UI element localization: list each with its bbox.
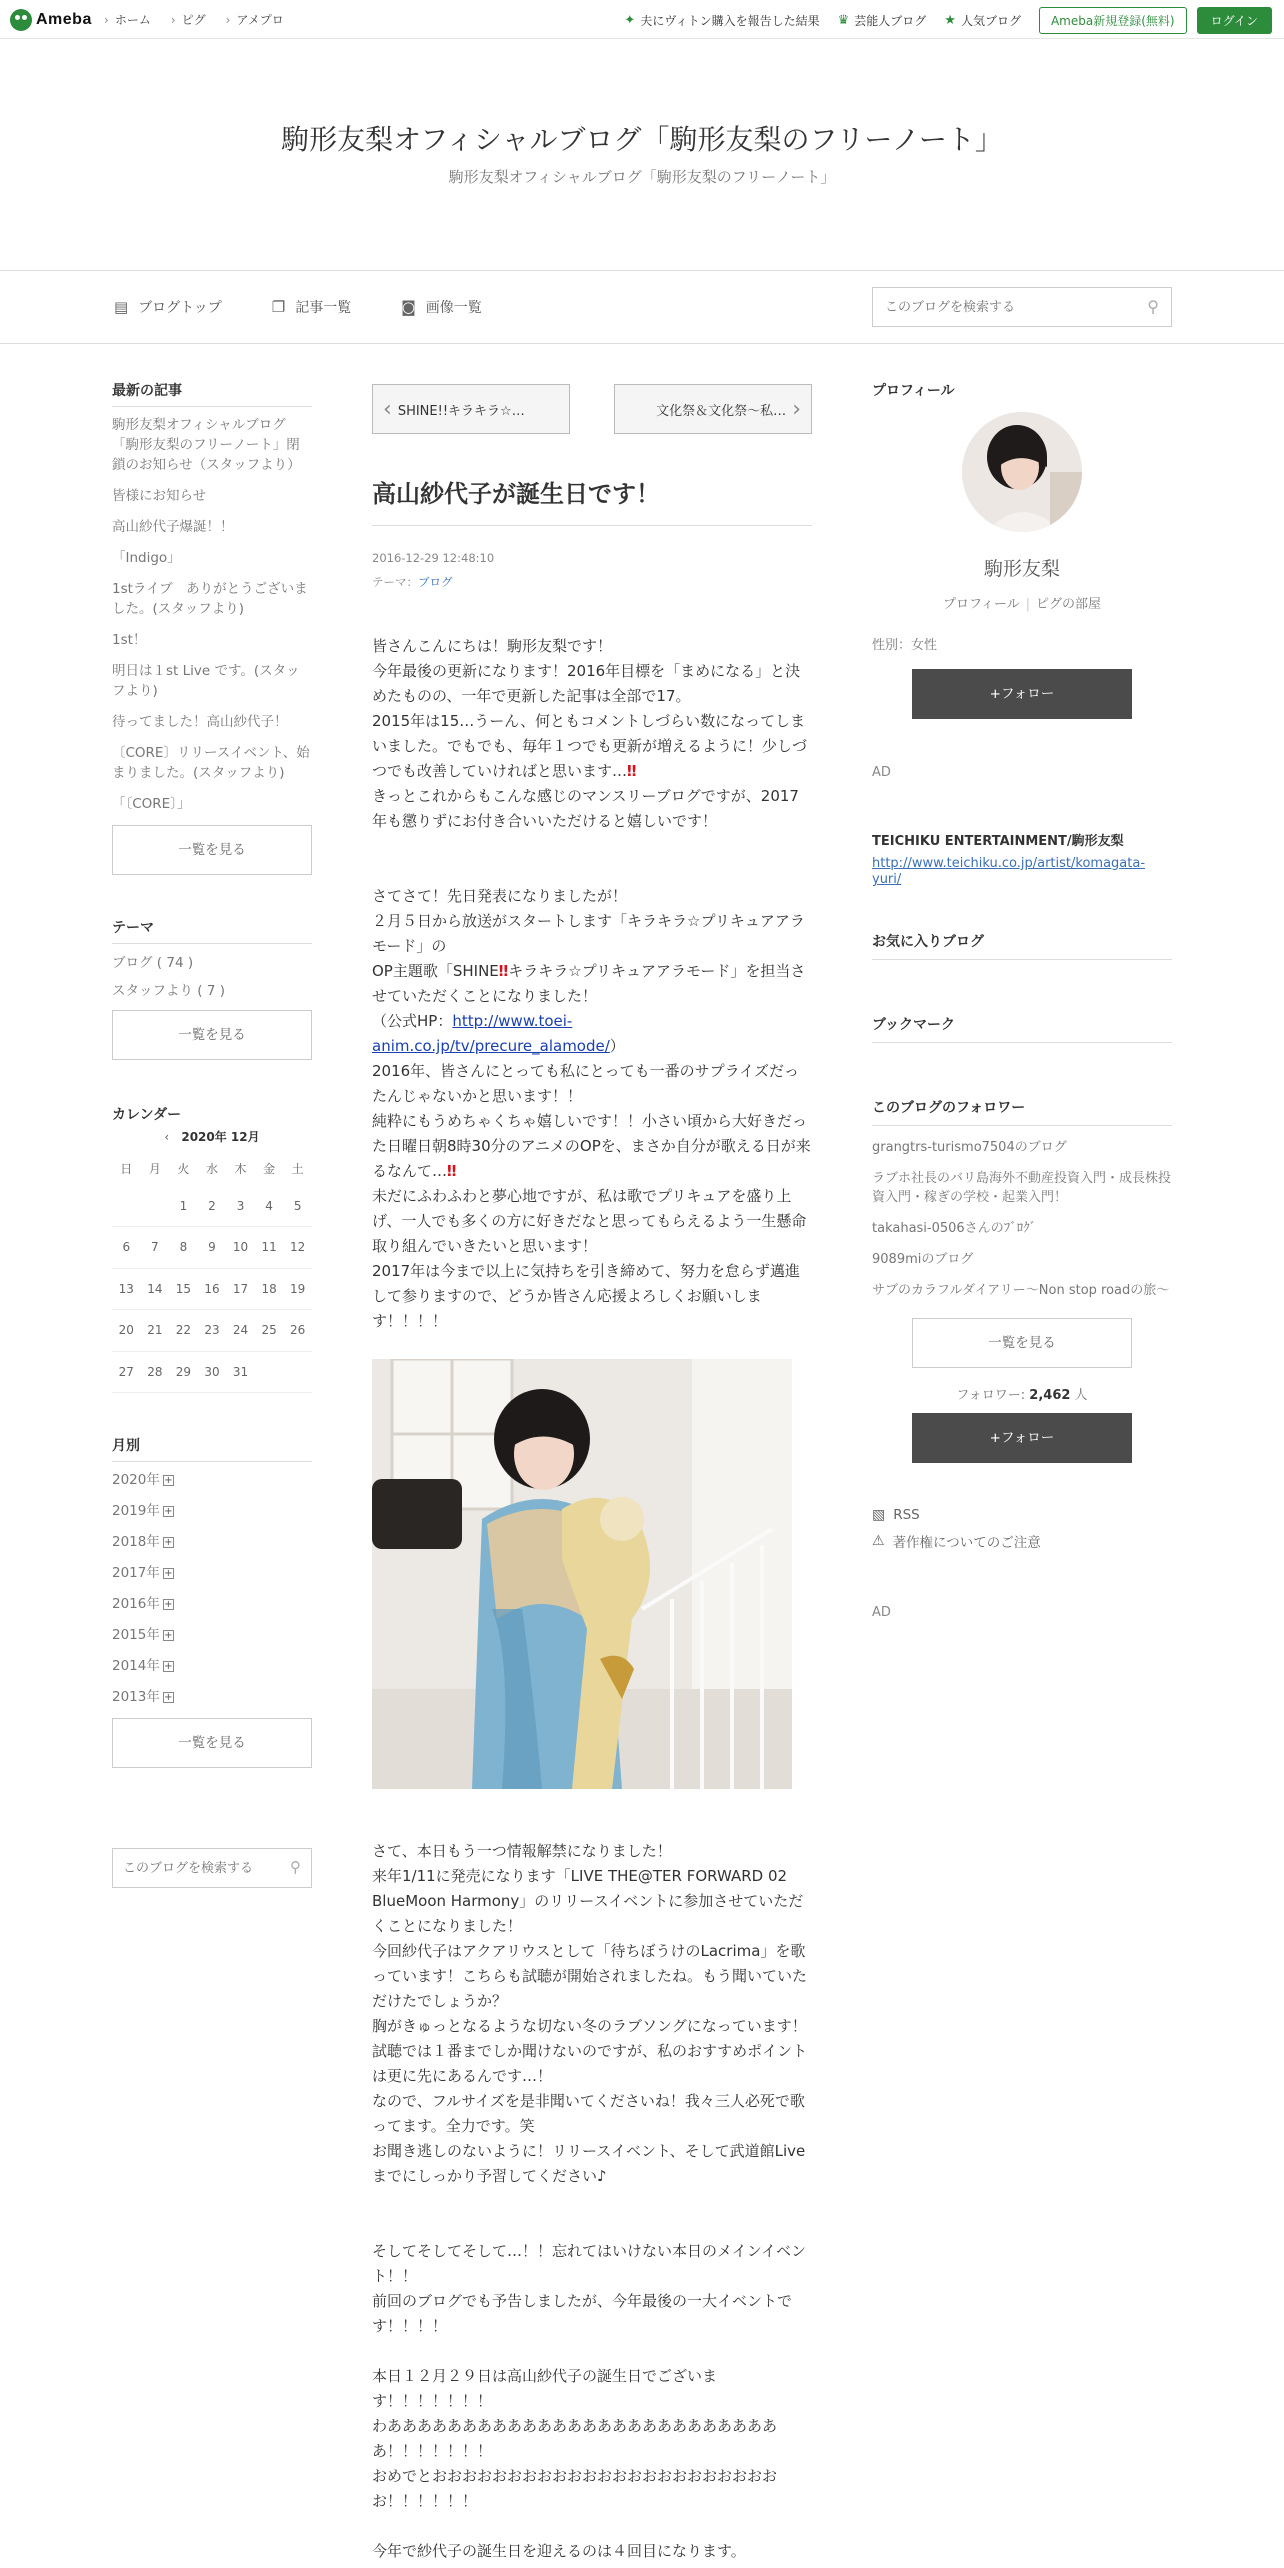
menu-blog-top-label: ブログトップ xyxy=(138,300,222,316)
entry-paragraph: ２月５日から放送がスタートします「キラキラ☆プリキュアアラモード」の xyxy=(372,912,805,955)
popular-label: 人気ブログ xyxy=(960,14,1021,28)
rss-link[interactable] xyxy=(872,1507,1172,1523)
calendar-day[interactable]: 22 xyxy=(169,1310,198,1352)
followers-title: このブログのフォロワー xyxy=(872,1097,1172,1126)
entry-paragraph: 胸がきゅっとなるような切ない冬のラブソングになっています！試聴では１番までしか聞けないのですが、私のおすすめポイントは更に先にあるんです…！ xyxy=(372,2017,808,2085)
topnav-link-pigg[interactable]: › ピグ xyxy=(171,11,206,28)
recent-item[interactable]: 皆様にお知らせ xyxy=(112,488,207,504)
theme-item-staff[interactable]: スタッフより ( 7 ) xyxy=(112,983,225,999)
calendar-day xyxy=(255,1351,284,1393)
calendar-day[interactable]: 10 xyxy=(226,1227,255,1269)
month-archive-item[interactable] xyxy=(112,1687,312,1707)
double-exclamation-icon: ‼ xyxy=(498,962,509,980)
calendar-day[interactable]: 9 xyxy=(198,1227,227,1269)
entry-body xyxy=(372,634,812,2564)
double-exclamation-icon: ‼ xyxy=(627,762,637,780)
calendar-weekday: 火 xyxy=(177,1161,190,1176)
calendar-day[interactable]: 19 xyxy=(283,1268,312,1310)
next-entry-label: 文化祭＆文化祭～私… xyxy=(656,403,787,419)
copyright-label: 著作権についてのご注意 xyxy=(892,1535,1041,1551)
month-archive-item[interactable] xyxy=(112,1470,312,1490)
calendar-day[interactable]: 25 xyxy=(255,1310,284,1352)
entry-title[interactable]: 高山紗代子が誕生日です！ xyxy=(372,474,812,526)
entry-paragraph: 来年1/11に発売になります「LIVE THE@TER FORWARD 02 BlueMoon Harmony」のリリースイベントに参加させていただくことになりました！ xyxy=(372,1867,804,1935)
follower-count-value: 2,462 xyxy=(1029,1388,1071,1403)
entry-text: 2015年は15…うーん、何ともコメントしづらい数になってしまいました。でもでも、毎年１つでも更新が増えるように！少しづつでも改善していければと思います… xyxy=(372,712,808,780)
blog-title[interactable]: 駒形友梨オフィシャルブログ「駒形友梨のフリーノート」 xyxy=(281,123,1003,156)
entry-paragraph: おめでとおおおおおおおおおおおおおおおおおおおおおおおお！！！！！！ xyxy=(372,2467,778,2510)
right-sidebar xyxy=(872,380,1172,1620)
calendar-day[interactable]: 6 xyxy=(112,1227,141,1269)
blog-menu-bar xyxy=(0,270,1284,344)
follower-item[interactable]: サブのカラフルダイアリー～Non stop roadの旅～ xyxy=(872,1283,1170,1298)
calendar-day[interactable]: 4 xyxy=(255,1185,284,1227)
left-sidebar xyxy=(112,380,312,1768)
copyright-notice-link[interactable] xyxy=(872,1531,1172,1551)
calendar-prev-icon[interactable]: ‹ xyxy=(164,1130,170,1144)
entry-theme-label: テーマ： xyxy=(372,575,418,589)
followers-more-button[interactable]: 一覧を見る xyxy=(912,1318,1132,1368)
entry-paragraph: きっとこれからもこんな感じのマンスリーブログですが、2017年も懲りずにお付き合いいただけると嬉しいです！ xyxy=(372,787,799,830)
follower-count-label: フォロワー: xyxy=(956,1388,1030,1403)
profile-link[interactable]: プロフィール xyxy=(942,597,1020,612)
calendar-day[interactable]: 13 xyxy=(112,1268,141,1310)
camera-icon: ◙ xyxy=(401,298,416,316)
recent-item[interactable]: 高山紗代子爆誕！！ xyxy=(112,519,234,535)
theme-more-button[interactable]: 一覧を見る xyxy=(112,1010,312,1060)
calendar-day[interactable]: 31 xyxy=(226,1351,255,1393)
logo-text: Ameba xyxy=(36,11,92,28)
menu-blog-top[interactable] xyxy=(114,297,222,317)
copy-icon: ❐ xyxy=(271,298,286,316)
topnav-popular-link[interactable] xyxy=(944,12,1021,29)
entry-photo-illustration xyxy=(372,1359,792,1789)
rss-label: RSS xyxy=(893,1507,920,1523)
profile-name[interactable]: 駒形友梨 xyxy=(983,558,1060,580)
warning-icon: ⚠ xyxy=(872,1533,885,1549)
ad-label: AD xyxy=(872,765,891,780)
entry-paragraph: さてさて！先日発表になりましたが！ xyxy=(372,887,628,905)
month-label: 2018年 xyxy=(112,1534,160,1550)
next-entry-button[interactable] xyxy=(614,384,812,434)
header-search-input[interactable] xyxy=(873,288,1123,326)
follow-button-secondary[interactable]: +フォロー xyxy=(912,1413,1132,1463)
search-icon[interactable]: ⚲ xyxy=(1147,297,1159,316)
calendar-day[interactable]: 15 xyxy=(169,1268,198,1310)
register-button[interactable]: Ameba新規登録(無料) xyxy=(1039,7,1187,34)
menu-image-list[interactable] xyxy=(401,297,482,317)
sparkle-icon: ✦ xyxy=(624,13,636,28)
calendar-day[interactable]: 18 xyxy=(255,1268,284,1310)
prev-entry-button[interactable] xyxy=(372,384,570,434)
entry-paragraph: 本日１２月２９日は高山紗代子の誕生日でございます！！！！！！！ xyxy=(372,2367,718,2410)
recent-list xyxy=(112,415,312,814)
calendar-weekday: 水 xyxy=(205,1161,218,1176)
profile-link-divider: | xyxy=(1025,597,1031,612)
entry-theme-link[interactable]: ブログ xyxy=(418,575,453,589)
entry-pager xyxy=(372,384,812,434)
ameba-logo-icon xyxy=(10,9,32,31)
entry-paragraph xyxy=(372,709,812,784)
entry-text: 純粋にもうめちゃくちゃ嬉しいです！！小さい頃から大好きだった日曜日朝8時30分のアニメのOPを、まさか自分が歌える日が来るなんて… xyxy=(372,1112,811,1180)
calendar-day[interactable]: 24 xyxy=(226,1310,255,1352)
topnav-links xyxy=(104,11,284,28)
recent-item[interactable]: 1stライブ ありがとうございました。(スタッフより) xyxy=(112,581,308,617)
entry-text: ） xyxy=(609,1037,625,1055)
ameba-logo[interactable] xyxy=(10,8,92,32)
calendar-weekday: 月 xyxy=(148,1161,161,1176)
recent-item[interactable]: 明日は１st Live です。(スタッフより) xyxy=(112,663,300,699)
entry-meta xyxy=(372,546,812,594)
calendar-day[interactable]: 21 xyxy=(141,1310,170,1352)
calendar-day[interactable]: 16 xyxy=(198,1268,227,1310)
blog-subtitle: 駒形友梨オフィシャルブログ「駒形友梨のフリーノート」 xyxy=(448,168,836,186)
calendar-day[interactable]: 30 xyxy=(198,1351,227,1393)
menu-items xyxy=(114,297,482,317)
entry-paragraph: 今年最後の更新になります！2016年目標を「まめになる」と決めたものの、一年で更新した記事は全部で17。 xyxy=(372,662,801,705)
expand-plus-icon[interactable]: + xyxy=(164,1691,173,1703)
login-button[interactable]: ログイン xyxy=(1197,7,1272,34)
calendar-day xyxy=(141,1185,170,1227)
topnav-celebrity-link[interactable] xyxy=(838,12,927,29)
official-site-link[interactable]: http://www.toei-anim.co.jp/tv/precure_alamode/ xyxy=(372,1012,610,1055)
theme-title: テーマ xyxy=(112,917,312,944)
expand-plus-icon[interactable]: + xyxy=(164,1536,173,1548)
chevron-left-icon: ‹ xyxy=(383,396,392,422)
month-archive-item[interactable] xyxy=(112,1594,312,1614)
menu-image-list-label: 画像一覧 xyxy=(425,300,482,316)
header-search-box xyxy=(872,287,1172,327)
theme-item-blog[interactable]: ブログ ( 74 ) xyxy=(112,955,194,971)
entry-main xyxy=(372,384,812,2564)
entry-photo[interactable] xyxy=(372,1359,792,1789)
document-icon: ▤ xyxy=(114,298,129,316)
entry-paragraph: お聞き逃しのないように！リリースイベント、そして武道館Liveまでにしっかり予習してください♪ xyxy=(372,2142,806,2185)
follower-item[interactable]: ラブホ社長のバリ島海外不動産投資入門・成長株投資入門・稼ぎの学校・起業入門！ xyxy=(872,1171,1172,1205)
top-nav xyxy=(0,0,1284,39)
follower-item[interactable]: 9089miのブログ xyxy=(872,1252,974,1267)
trending-label: 夫にヴィトン購入を報告した結果 xyxy=(640,14,820,28)
avatar-illustration xyxy=(962,412,1082,532)
topnav-right xyxy=(624,7,1272,34)
menu-entry-list[interactable] xyxy=(272,297,351,317)
follower-count-unit: 人 xyxy=(1070,1388,1088,1403)
topnav-link-amepro[interactable]: › アメプロ xyxy=(226,11,284,28)
calendar-day xyxy=(283,1351,312,1393)
profile-title: プロフィール xyxy=(872,383,955,399)
left-search-input[interactable] xyxy=(113,1849,273,1887)
calendar-day[interactable]: 17 xyxy=(226,1268,255,1310)
calendar-day[interactable]: 27 xyxy=(112,1351,141,1393)
entry-paragraph: 今回紗代子はアクアリウスとして「待ちぼうけのLacrima」を歌っています！こちらも試聴が開始されましたね。もう聞いていただけたでしょうか？ xyxy=(372,1942,808,2010)
pigg-room-link[interactable]: ピグの部屋 xyxy=(1036,597,1102,612)
follower-item[interactable]: takahasi-0506さんのﾌﾞﾛｸﾞ xyxy=(872,1221,1037,1236)
entry-paragraph: 2017年は今まで以上に気持ちを引き締めて、努力を怠らず邁進して参りますので、どうか皆さん応援よろしくお願いします！！！！ xyxy=(372,1262,800,1330)
calendar-day[interactable]: 2 xyxy=(198,1185,227,1227)
follower-count xyxy=(872,1384,1172,1403)
calendar-header xyxy=(112,1128,312,1145)
celebrity-label: 芸能人ブログ xyxy=(854,14,927,28)
calendar-day[interactable]: 7 xyxy=(141,1227,170,1269)
star-icon: ★ xyxy=(944,13,956,28)
calendar-day[interactable]: 1 xyxy=(169,1185,198,1227)
calendar-day[interactable]: 3 xyxy=(226,1185,255,1227)
company-title: TEICHIKU ENTERTAINMENT/駒形友梨 xyxy=(872,834,1124,849)
left-search-box xyxy=(112,1848,312,1888)
prev-entry-label: SHINE!!キラキラ☆… xyxy=(397,403,525,419)
bookmark-title: ブックマーク xyxy=(872,1014,1172,1043)
calendar-day[interactable]: 28 xyxy=(141,1351,170,1393)
recent-item[interactable]: 「〔CORE〕」 xyxy=(112,796,191,812)
month-label: 2017年 xyxy=(112,1565,160,1581)
entry-paragraph: わあああああああああああああああああああああああああああ！！！！！！！ xyxy=(372,2417,778,2460)
month-label: 2014年 xyxy=(112,1658,160,1674)
follow-button[interactable]: +フォロー xyxy=(912,669,1132,719)
entry-paragraph: さて、本日もう一つ情報解禁になりました！ xyxy=(372,1842,672,1860)
calendar-weekday: 金 xyxy=(263,1161,276,1176)
calendar-month: 2020年 12月 xyxy=(181,1130,260,1144)
calendar-day[interactable]: 5 xyxy=(283,1185,312,1227)
expand-plus-icon[interactable]: + xyxy=(164,1567,173,1579)
entry-paragraph: 今年で紗代子の誕生日を迎えるのは４回目になります。 xyxy=(372,2542,746,2560)
expand-plus-icon[interactable]: + xyxy=(164,1598,173,1610)
entry-paragraph xyxy=(372,1109,812,1184)
calendar-day[interactable]: 29 xyxy=(169,1351,198,1393)
calendar-day[interactable]: 14 xyxy=(141,1268,170,1310)
entry-paragraph: なので、フルサイズを是非聞いてくださいね！我々三人必死で歌ってます。全力です。笑 xyxy=(372,2092,805,2135)
month-archive-item[interactable] xyxy=(112,1563,312,1583)
entry-text: キラキラ☆プリキュアアラモード」を担当させていただくことになりました！ xyxy=(372,962,806,1005)
expand-plus-icon[interactable]: + xyxy=(164,1505,173,1517)
company-link[interactable]: http://www.teichiku.co.jp/artist/komagata-yuri/ xyxy=(872,856,1146,887)
monthly-more-button[interactable]: 一覧を見る xyxy=(112,1718,312,1768)
recent-title: 最新の記事 xyxy=(112,380,312,407)
recent-item[interactable]: 「Indigo」 xyxy=(112,550,181,566)
entry-date: 2016-12-29 12:48:10 xyxy=(372,551,495,565)
monthly-title: 月別 xyxy=(112,1435,312,1462)
calendar-day[interactable]: 23 xyxy=(198,1310,227,1352)
entry-paragraph: 皆さんこんにちは！駒形友梨です！ xyxy=(372,637,613,655)
topnav-trending-link[interactable] xyxy=(624,12,819,29)
favorites-title: お気に入りブログ xyxy=(872,931,1172,960)
month-label: 2020年 xyxy=(112,1472,160,1488)
entry-paragraph: 未だにふわふわと夢心地ですが、私は歌でプリキュアを盛り上げ、一人でも多くの方に好きだなと思ってもらえるよう一生懸命取り組んでいきたいと思います！ xyxy=(372,1187,807,1255)
calendar-weekday: 土 xyxy=(291,1161,304,1176)
entry-text: OP主題歌「SHINE xyxy=(372,962,499,980)
month-archive-item[interactable] xyxy=(112,1501,312,1521)
month-label: 2013年 xyxy=(112,1689,160,1705)
calendar-day[interactable]: 8 xyxy=(169,1227,198,1269)
calendar-day[interactable]: 12 xyxy=(283,1227,312,1269)
calendar-weekday: 日 xyxy=(120,1161,133,1176)
entry-paragraph: 2016年、皆さんにとっても私にとっても一番のサプライズだったんじゃないかと思います！！ xyxy=(372,1062,799,1105)
recent-item[interactable]: 待ってました！高山紗代子！ xyxy=(112,714,288,730)
recent-item[interactable]: 〔CORE〕リリースイベント、始まりました。(スタッフより) xyxy=(112,745,310,781)
month-archive-item[interactable] xyxy=(112,1532,312,1552)
follower-item[interactable]: grangtrs-turismo7504のブログ xyxy=(872,1140,1067,1155)
calendar-day[interactable]: 26 xyxy=(283,1310,312,1352)
calendar-table xyxy=(112,1151,312,1393)
recent-item[interactable]: 駒形友梨オフィシャルブログ「駒形友梨のフリーノート」閉鎖のお知らせ（スタッフより） xyxy=(112,417,301,473)
rss-icon: ▧ xyxy=(872,1507,886,1523)
calendar-day[interactable]: 11 xyxy=(255,1227,284,1269)
profile-gender: 性別：女性 xyxy=(872,638,938,653)
entry-paragraph: 前回のブログでも予告しましたが、今年最後の一大イベントです！！！！ xyxy=(372,2292,793,2335)
entry-theme xyxy=(372,570,812,594)
profile-links xyxy=(872,593,1172,612)
double-exclamation-icon: ‼ xyxy=(447,1162,457,1180)
month-label: 2019年 xyxy=(112,1503,160,1519)
topnav-link-home[interactable]: › ホーム xyxy=(104,11,151,28)
month-archive-item[interactable] xyxy=(112,1656,312,1676)
monthly-list xyxy=(112,1470,312,1707)
expand-plus-icon[interactable]: + xyxy=(164,1660,173,1672)
entry-text: （公式HP： xyxy=(372,1012,453,1030)
entry-paragraph xyxy=(372,959,812,1009)
calendar-title: カレンダー xyxy=(112,1107,182,1123)
entry-paragraph xyxy=(372,1009,812,1059)
menu-entry-list-label: 記事一覧 xyxy=(295,300,352,316)
month-label: 2015年 xyxy=(112,1627,160,1643)
search-icon[interactable]: ⚲ xyxy=(290,1858,301,1876)
recent-item[interactable]: 1st！ xyxy=(112,632,147,648)
month-archive-item[interactable] xyxy=(112,1625,312,1645)
crown-icon: ♛ xyxy=(837,13,850,28)
calendar-day[interactable]: 20 xyxy=(112,1310,141,1352)
entry-paragraph: そしてそしてそして…！！忘れてはいけない本日のメインイベント！！ xyxy=(372,2242,806,2285)
calendar-day xyxy=(112,1185,141,1227)
expand-plus-icon[interactable]: + xyxy=(164,1629,173,1641)
chevron-right-icon: › xyxy=(792,396,801,422)
month-label: 2016年 xyxy=(112,1596,160,1612)
avatar[interactable] xyxy=(962,412,1082,532)
recent-more-button[interactable]: 一覧を見る xyxy=(112,825,312,875)
calendar-weekday: 木 xyxy=(234,1161,247,1176)
expand-plus-icon[interactable]: + xyxy=(164,1474,173,1486)
ad-label-secondary: AD xyxy=(872,1605,891,1620)
